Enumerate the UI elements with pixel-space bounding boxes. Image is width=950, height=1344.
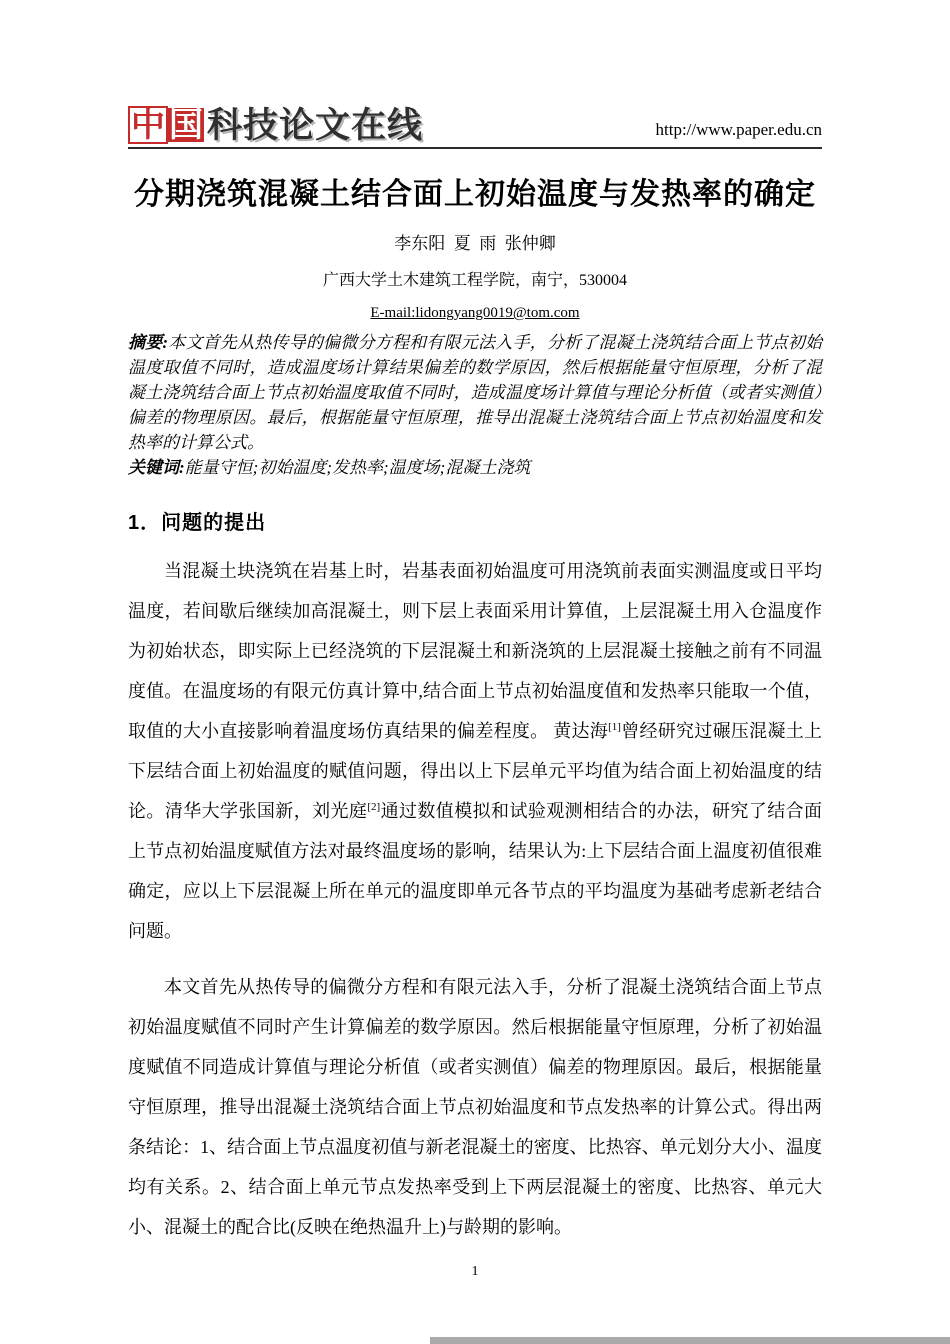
page-number: 1 (471, 1264, 479, 1279)
site-logo (128, 106, 423, 144)
abstract-block (128, 330, 822, 480)
affiliation-line: 广西大学土木建筑工程学院，南宁，530004 (322, 272, 627, 289)
citation-1: [1] (608, 721, 621, 733)
email-line (128, 305, 822, 322)
abstract-label: 摘要: (128, 333, 169, 352)
email-link[interactable]: E-mail:lidongyang0019@tom.com (370, 305, 580, 321)
next-page-edge-artifact (430, 1337, 950, 1344)
logo-text: 科技论文在线 (207, 105, 424, 145)
page-content (128, 0, 822, 1247)
site-url: http://www.paper.edu.cn (655, 120, 822, 139)
paragraph-2-text: 本文首先从热传导的偏微分方程和有限元法入手，分析了混凝土浇筑结合面上节点初始温度赋值不同时产生计算偏差的数学原因。然后根据能量守恒原理，分析了初始温度赋值不同造成计算值与理论分析值（或者实测值）偏差的物理原因。最后，根据能量守恒原理，推导出混凝土浇筑结合面上节点初始温度和节点发热率的计算公式。得出两条结论：1、结合面上节点温度初值与新老混凝土的密度、比热容、单元划分大小、温度均有关系。2、结合面上单元节点发热率受到上下两层混凝土的密度、比热容、单元大小、混凝土的配合比(反映在绝热温升上)与龄期的影响。 (128, 977, 822, 1237)
paragraph-1-text-a: 当混凝土块浇筑在岩基上时，岩基表面初始温度可用浇筑前表面实测温度或日平均温度，若间歇后继续加高混凝土，则下层上表面采用计算值，上层混凝土用入仓温度作为初始状态，即实际上已经浇筑的下层混凝土和新浇筑的上层混凝土接触之前有不同温度值。在温度场的有限元仿真计算中,结合面上节点初始温度值和发热率只能取一个值，取值的大小直接影响着温度场仿真结果的偏差程度。 黄达海 (128, 561, 822, 741)
paper-title: 分期浇筑混凝土结合面上初始温度与发热率的确定 (134, 178, 816, 211)
citation-2: [2] (367, 801, 381, 813)
keywords-text: 能量守恒;初始温度;发热率;温度场;混凝土浇筑 (184, 458, 531, 477)
abstract-text: 本文首先从热传导的偏微分方程和有限元法入手，分析了混凝土浇筑结合面上节点初始温度取值不同时，造成温度场计算结果偏差的数学原因，然后根据能量守恒原理，分析了混凝土浇筑结合面上节点初始温度取值不同时，造成温度场计算值与理论分析值（或者实测值）偏差的物理原因。最后，根据能量守恒原理，推导出混凝土浇筑结合面上节点初始温度和发热率的计算公式。 (128, 333, 822, 452)
section-1-heading: 1．问题的提出 (128, 512, 267, 534)
logo-zhong-glyph: 中 (128, 106, 168, 144)
keywords-label: 关键词: (128, 458, 185, 477)
paragraph-1 (128, 551, 822, 951)
paragraph-1-text-b: 曾经研究过碾压混凝土上下层结合面上初始温度的赋值问题，得出以上下层单元平均值为结合面上初始温度的结论。清华大学张国新，刘光庭 (128, 721, 823, 821)
authors-line: 李东阳 夏 雨 张仲卿 (394, 234, 556, 253)
paragraph-1-text-c: 通过数值模拟和试验观测相结合的办法，研究了结合面上节点初始温度赋值方法对最终温度场的影响，结果认为:上下层结合面上温度初值很难确定，应以上下层混凝上所在单元的温度即单元各节点的平均温度为基础考虑新老结合问题。 (128, 801, 823, 941)
logo-guo-glyph: 国 (169, 106, 203, 144)
paragraph-2 (128, 967, 822, 1247)
site-header (128, 106, 822, 149)
keywords-line (128, 455, 822, 480)
